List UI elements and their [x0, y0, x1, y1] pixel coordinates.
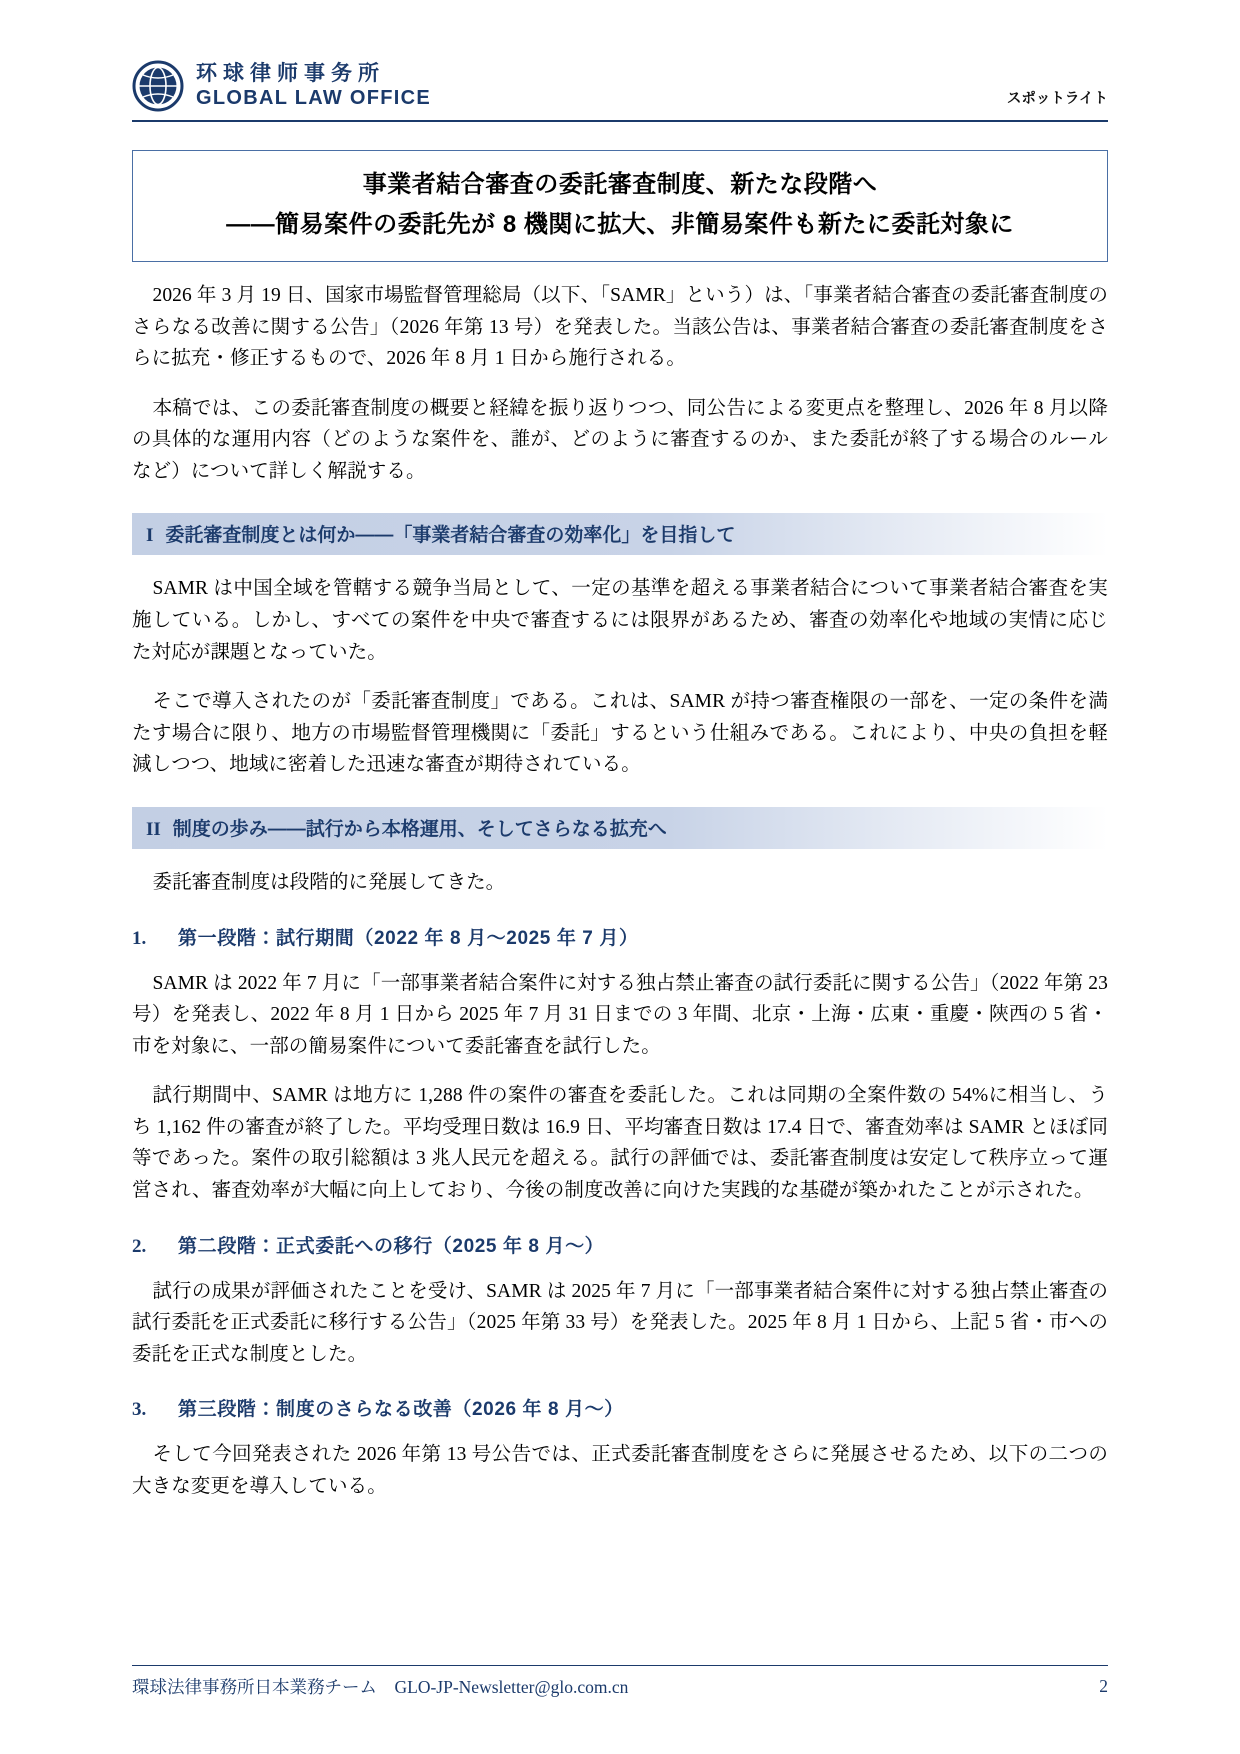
header-label: スポットライト — [1006, 91, 1108, 107]
subsection-label-2: 第二段階：正式委託への移行（2025 年 8 月〜） — [178, 1235, 605, 1257]
subsection-index-1: 1. — [132, 927, 147, 949]
page-title-line-1: 事業者結合審査の委託審査制度、新たな段階へ — [362, 171, 878, 198]
subsection-index-3: 3. — [132, 1399, 147, 1421]
subsection-heading-3 — [132, 1394, 1108, 1421]
section-1-paragraph-1: SAMR は中国全域を管轄する競争当局として、一定の基準を超える事業者結合について事業者結合審査を実施している。しかし、すべての案件を中央で審査するには限界があるため、審査の効率化や地域の実情に応じた対応が課題となっていた。 — [132, 578, 1108, 663]
subsection-index-2: 2. — [132, 1235, 147, 1257]
brand-name-en: GLOBAL LAW OFFICE — [196, 87, 432, 110]
section-heading-2 — [132, 807, 1108, 849]
page-footer — [132, 1665, 1108, 1699]
brand-name-cn: 环球律师事务所 — [196, 61, 385, 85]
footer-contact: 環球法律事務所日本業務チーム GLO-JP-Newsletter@glo.com.cn — [132, 1677, 629, 1697]
page-number: 2 — [1099, 1676, 1108, 1696]
globe-icon — [132, 60, 184, 112]
subsection-heading-1 — [132, 923, 1108, 950]
section-number-1: I — [146, 525, 154, 547]
intro-paragraph-1: 2026 年 3 月 19 日、国家市場監督管理総局（以下、「SAMR」という）は、「事業者結合審査の委託審査制度のさらなる改善に関する公告」（2026 年第 13 号）を発表した。当該公告は、事業者結合審査の委託審査制度をさらに拡充・修正するもので、2026 年 8 月 1 日から施行される。 — [132, 285, 1108, 370]
section-title-1: 委託審査制度とは何か——「事業者結合審査の効率化」を目指して — [165, 525, 736, 547]
subsection-heading-2 — [132, 1231, 1108, 1258]
section-number-2: II — [146, 818, 161, 840]
subsection-1-paragraph-2: 試行期間中、SAMR は地方に 1,288 件の案件の審査を委託した。これは同期の全案件数の 54%に相当し、うち 1,162 件の審査が終了した。平均受理日数は 16.9 日、平均審査日数は 17.4 日で、審査効率は SAMR とほぼ同等であった。案件の取引総額は 3 兆人民元を超える。試行の評価では、委託審査制度は安定して秩序立って運営され、審査効率が大幅に向上しており、今後の制度改善に向けた実践的な基礎が築かれたことが示された。 — [132, 1085, 1108, 1201]
subsection-label-1: 第一段階：試行期間（2022 年 8 月〜2025 年 7 月） — [178, 927, 639, 949]
page-title-line-2: ——簡易案件の委託先が 8 機関に拡大、非簡易案件も新たに委託対象に — [226, 211, 1014, 238]
brand-block — [132, 60, 431, 112]
subsection-3-paragraph-1: そして今回発表された 2026 年第 13 号公告では、正式委託審査制度をさらに発展させるため、以下の二つの大きな変更を導入している。 — [132, 1444, 1108, 1497]
page-header — [132, 60, 1108, 122]
document-title-box — [132, 150, 1108, 262]
subsection-label-3: 第三段階：制度のさらなる改善（2026 年 8 月〜） — [178, 1399, 624, 1421]
brand-text — [196, 63, 431, 109]
section-title-2: 制度の歩み——試行から本格運用、そしてさらなる拡充へ — [172, 818, 667, 840]
subsection-1-paragraph-1: SAMR は 2022 年 7 月に「一部事業者結合案件に対する独占禁止審査の試行委託に関する公告」（2022 年第 23 号）を発表し、2022 年 8 月 1 日から 2025 年 7 月 31 日までの 3 年間、北京・上海・広東・重慶・陝西の 5 省・市を対象に、一部の簡易案件について委託審査を試行した。 — [132, 972, 1108, 1057]
subsection-2-paragraph-1: 試行の成果が評価されたことを受け、SAMR は 2025 年 7 月に「一部事業者結合案件に対する独占禁止審査の試行委託を正式委託に移行する公告」（2025 年第 33 号）を発表した。2025 年 8 月 1 日から、上記 5 省・市への委託を正式な制度とした。 — [132, 1280, 1108, 1365]
section-heading-1 — [132, 513, 1108, 555]
section-1-paragraph-2: そこで導入されたのが「委託審査制度」である。これは、SAMR が持つ審査権限の一部を、一定の条件を満たす場合に限り、地方の市場監督管理機関に「委託」するという仕組みである。これにより、中央の負担を軽減しつつ、地域に密着した迅速な審査が期待されている。 — [132, 691, 1108, 776]
section-2-lead: 委託審査制度は段階的に発展してきた。 — [152, 871, 506, 893]
intro-paragraph-2: 本稿では、この委託審査制度の概要と経緯を振り返りつつ、同公告による変更点を整理し、2026 年 8 月以降の具体的な運用内容（どのような案件を、誰が、どのように審査するのか、また委託が終了する場合のルールなど）について詳しく解説する。 — [132, 397, 1108, 482]
